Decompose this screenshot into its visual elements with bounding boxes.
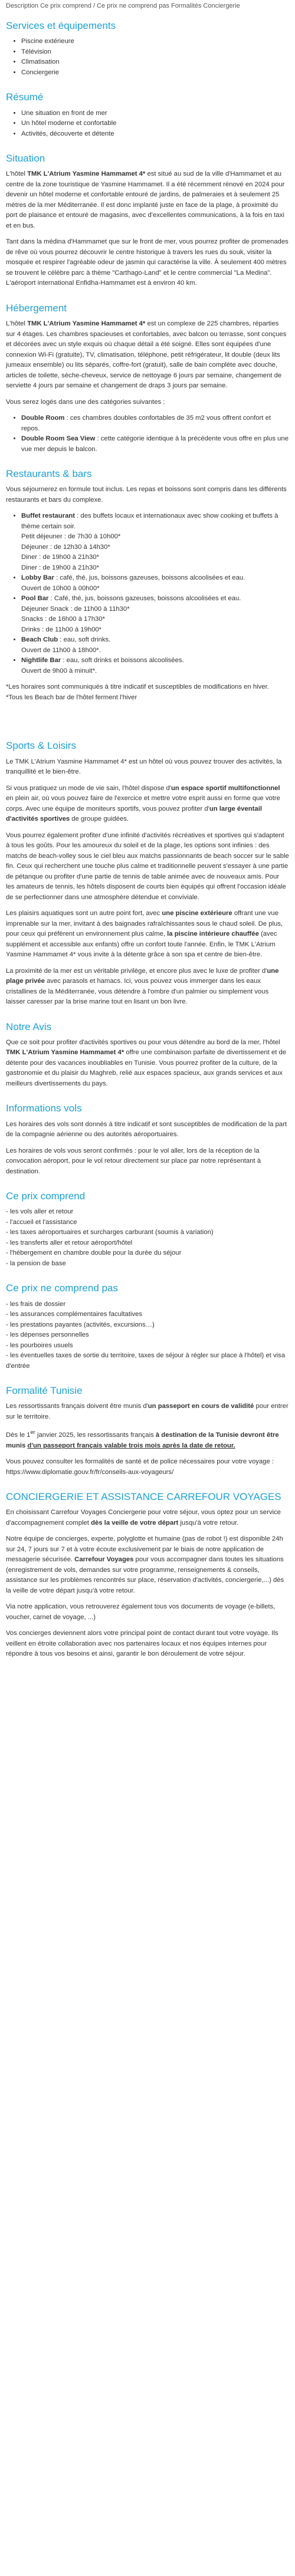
sports-paragraph-2: Si vous pratiquez un mode de vie sain, l'hôtel dispose d'un espace sportif multifonctionnel en plein air, où vous pouvez faire de l'exercice et mettre votre esprit aussi en forme que votre corps. Avec une équipe de moniteurs sportifs, vous pouvez profiter d'un large éventail d'activités sportives de groupe guidées. <box>6 784 280 823</box>
formalite-title: Formalité Tunisie <box>6 1385 83 1397</box>
restaurants-intro: Vous séjournerez en formule tout inclus. Les repas et boissons sont compris dans les différents restaurants et bars du complexe. <box>6 486 287 504</box>
conciergerie-paragraph-4: Vos concierges deviennent alors votre principal point de contact durant tout votre voyage. Ils veillent en étroite collaboration avec nos partenaires locaux et nos équipes internes pour répondre à tous vos besoins et ainsi, garantir le bon déroulement de votre séjour. <box>6 1630 278 1658</box>
rooms-list <box>6 413 289 455</box>
list-item: - l'accueil et l'assistance <box>6 1218 289 1228</box>
infos-vols-title: Informations vols <box>6 1103 82 1114</box>
formalite-paragraph-2: Dès le 1er janvier 2025, les ressortissants français à destination de la Tunisie devront être munis d'un passeport français valable trois mois après la date de retour. <box>6 1429 279 1449</box>
list-item: • Télévision <box>21 47 289 58</box>
notre-avis-paragraph: Que ce soit pour profiter d'activités sportives ou pour vous détendre au bord de la mer, l'hôtel TMK L'Atrium Yasmine Hammamet 4* offre une combinaison parfaite de divertissement et de détente pour des vacances inoubliables en Tunisie. Vous pourrez profiter de la culture, de la gastronomie et du plaisir du Maghreb, relié aux espaces spacieux, aux grands services et aux meilleurs divertissements du pays. <box>6 1038 287 1087</box>
conciergerie-paragraph-1: En choisissant Carrefour Voyages Conciergerie pour votre séjour, vous optez pour un service d'accompagnement complet dès la veille de votre départ jusqu'à votre retour. <box>6 1509 281 1526</box>
services-title: Services et équipements <box>6 20 116 32</box>
conciergerie-title: CONCIERGERIE ET ASSISTANCE CARREFOUR VOYAGES <box>6 1491 281 1503</box>
formalite-paragraph-1: Les ressortissants français doivent être munis d'un passeport en cours de validité pour entrer sur le territoire. <box>6 1403 289 1420</box>
hebergement-paragraph-1: L'hôtel TMK L'Atrium Yasmine Hammamet 4* est un complexe de 225 chambres, réparties sur 4 étages. Les chambres spacieuses et confortables, avec balcon ou terrasse, sont conçues et décorées avec un style exquis où chaque détail a été soigné. Elles sont équipées d'une connexion Wi-Fi (gratuite), TV, climatisation, téléphone, petit réfrigérateur, lit double (deux lits jumeaux ensemble) ou lits séparés, coffre-fort (gratuit), salle de bain complète avec douche, articles de toilette, sèche-cheveux, service de nettoyage 6 jours par semaine, changement de serviette 4 jours par semaine et changement de draps 3 jours par semaine. <box>6 320 287 390</box>
list-item: • Piscine extérieure <box>21 37 289 47</box>
restaurants-list <box>6 511 289 676</box>
situation-paragraph-2: Tant dans la médina d'Hammamet que sur le front de mer, vous pourrez profiter de promenades de rêve où vous pourrez découvrir le centre historique à travers les rues du souk, visiter la mosquée et respirer l'agréable odeur de jasmin qui caractérise la ville. À seulement 400 mètres se trouvent le célèbre parc à thème "Carthago-Land" et le centre commercial "La Medina". L'aéroport international Enfidha-Hammamet est à environ 40 km. <box>6 238 289 287</box>
sports-paragraph-4: Les plaisirs aquatiques sont un autre point fort, avec une piscine extérieure offrant une vue imprenable sur la mer, invitant à des baignades rafraîchissantes sous le chaud soleil. De plus, pour ceux qui préfèrent un environnement plus calme, la piscine intérieure chauffée (avec supplément et accessible aux enfants) offre un confort toute l'année. Enfin, le TMK L'Atrium Yasmine Hammamet 4* vous invite à la détente grâce à son spa et centre de bien-être. <box>6 910 283 959</box>
sports-paragraph-5: La proximité de la mer est un véritable privilège, et encore plus avec le luxe de profiter d'une plage privée avec parasols et hamacs. Ici, vous pouvez vous immerger dans les eaux cristallines de la Méditerranée, vous détendre à l'ombre d'un palmier ou simplement vous laisser caresser par la brise marine tout en lisant un bon livre. <box>6 967 279 1006</box>
tabs-line: Description Ce prix comprend / Ce prix ne comprend pas Formalités Conciergerie <box>6 2 240 9</box>
situation-title: Situation <box>6 153 45 165</box>
list-item: - les taxes aéroportuaires et surcharges carburant (soumis à variation) <box>6 1228 289 1238</box>
infos-vols-paragraph-1: Les horaires des vols sont donnés à titre indicatif et sont susceptibles de modification de la part de la compagnie aérienne ou des autorités aéroportuaires. <box>6 1120 287 1139</box>
notre-avis-title: Notre Avis <box>6 1021 52 1032</box>
formalite-paragraph-3: Vous pouvez consulter les formalités de santé et de police nécessaires pour votre voyage : https://www.diplomatie.gouv.fr/fr/conseils-aux-voyageurs/ <box>6 1458 274 1476</box>
resume-title: Résumé <box>6 91 44 103</box>
list-item: - les pourboires usuels <box>6 1341 289 1351</box>
restaurants-note: *Les horaires sont communiqués à titre indicatif et susceptibles de modifications en hiver. *Tous les Beach bar de l'hôtel ferment l'hiver <box>6 683 269 701</box>
list-item: • Conciergerie <box>21 68 289 78</box>
list-item: • Activités, découverte et détente <box>21 129 289 140</box>
conciergerie-paragraph-3: Via notre application, vous retrouverez également tous vos documents de voyage (e-billets, voucher, carnet de voyage, ...) <box>6 1603 276 1621</box>
list-item: • Double Room Sea View : cette catégorie identique à la précédente vous offre en plus une vue mer depuis le balcon. <box>21 434 289 455</box>
list-item: - les prestations payantes (activités, excursions…) <box>6 1320 289 1331</box>
list-item: • Nightlife Bar : eau, soft drinks et boissons alcoolisées. Ouvert de 9h00 à minuit*. <box>21 656 289 676</box>
list-item: - l'hébergement en chambre double pour la durée du séjour <box>6 1248 289 1259</box>
restaurants-title: Restaurants & bars <box>6 468 92 480</box>
list-item: • Une situation en front de mer <box>21 108 289 119</box>
sports-paragraph-3: Vous pourrez également profiter d'une infinité d'activités récréatives et sportives qui s'adaptent à tous les goûts. Pour les amoureux du soleil et de la plage, les options sont infinies : des matchs de beach-volley sous le ciel bleu aux matchs passionnants de beach soccer sur le sable fin. Ceux qui recherchent une touche plus calme et traditionnelle peuvent s'essayer à une partie de pétanque ou profiter d'une partie de tennis de table animée avec de nouveaux amis. Pour les amateurs de tennis, les hôtels disposent de courts bien équipés qui offrent l'occasion idéale de se perfectionner dans une atmosphère détendue et conviviale. <box>6 831 289 901</box>
services-list <box>6 37 289 78</box>
list-item: • Lobby Bar : café, thé, jus, boissons gazeuses, boissons alcoolisées et eau. Ouvert de 10h00 à 00h00* <box>21 573 289 594</box>
list-item: - les dépenses personnelles <box>6 1330 289 1341</box>
list-item: • Double Room : ces chambres doubles confortables de 35 m2 vous offrent confort et repos. <box>21 413 289 434</box>
comprend-list <box>6 1207 289 1269</box>
resume-list <box>6 108 289 140</box>
sports-paragraph-1: Le TMK L'Atrium Yasmine Hammamet 4* est un hôtel où vous pouvez trouver des activités, la tranquillité et le bien-être. <box>6 758 282 776</box>
comprend-title: Ce prix comprend <box>6 1190 86 1202</box>
list-item: - les transferts aller et retour aéroport/hôtel <box>6 1238 289 1249</box>
ne-comprend-title: Ce prix ne comprend pas <box>6 1282 118 1294</box>
list-item: • Buffet restaurant : des buffets locaux et internationaux avec show cooking et buffets à thème certain soir. Petit déjeuner : de 7h30 à 10h00* Déjeuner : de 12h30 à 14h30* Diner : de 19h00 à 21h30* Diner : de 19h00 à 21h30* <box>21 511 289 573</box>
list-item: • Climatisation <box>21 57 289 68</box>
hebergement-paragraph-2: Vous serez logés dans une des catégories suivantes : <box>6 398 165 406</box>
list-item: - les frais de dossier <box>6 1299 289 1310</box>
situation-paragraph-1: L'hôtel TMK L'Atrium Yasmine Hammamet 4* est situé au sud de la ville d'Hammamet et au centre de la zone touristique de Yasmine Hammamet. Il a été récemment rénové en 2024 pour devenir un hôtel moderne et confortable entouré de jardins, de palmeraies et à seulement 25 mètres de la mer Méditerranée. Il est donc implanté juste en face de la plage, à proximité du port de plaisance et entouré de magasins, avec d'excellentes communications, à la fois en taxi et en bus. <box>6 170 285 229</box>
list-item: - les assurances complémentaires facultatives <box>6 1310 289 1320</box>
infos-vols-paragraph-2: Les horaires de vols vous seront confirmés : pour le vol aller, lors de la réception de la convocation aéroport, pour le vol retour directement sur place par notre représentant à destination. <box>6 1147 261 1175</box>
ne-comprend-list <box>6 1299 289 1372</box>
hebergement-title: Hébergement <box>6 302 67 314</box>
list-item: - les vols aller et retour <box>6 1207 289 1218</box>
sports-title: Sports & Loisirs <box>6 740 77 752</box>
list-item: - la pension de base <box>6 1259 289 1269</box>
list-item: • Un hôtel moderne et confortable <box>21 119 289 129</box>
conciergerie-paragraph-2: Notre équipe de concierges, experte, polyglotte et humaine (pas de robot !) est disponible 24h sur 24, 7 jours sur 7 et à votre écoute exclusivement par le biais de notre application de messagerie sécurisée. Carrefour Voyages pour vous accompagner dans toutes les situations (enregistrement de vols, demandes sur votre programme, renseignements & conseils, assistance sur les problèmes rencontrés sur place, réservation d'activités, conciergerie,...) dès la veille de votre départ jusqu'à votre retour. <box>6 1535 284 1594</box>
list-item: - les éventuelles taxes de sortie du territoire, taxes de séjour à régler sur place à l'hôtel) et visa d'entrée <box>6 1351 289 1371</box>
list-item: • Pool Bar : Café, thé, jus, boissons gazeuses, boissons alcoolisées et eau. Déjeuner Snack : de 11h00 à 11h30* Snacks : de 16h00 à 17h30* Drinks : de 11h00 à 19h00* <box>21 594 289 635</box>
list-item: • Beach Club : eau, soft drinks. Ouvert de 11h00 à 18h00*. <box>21 635 289 656</box>
